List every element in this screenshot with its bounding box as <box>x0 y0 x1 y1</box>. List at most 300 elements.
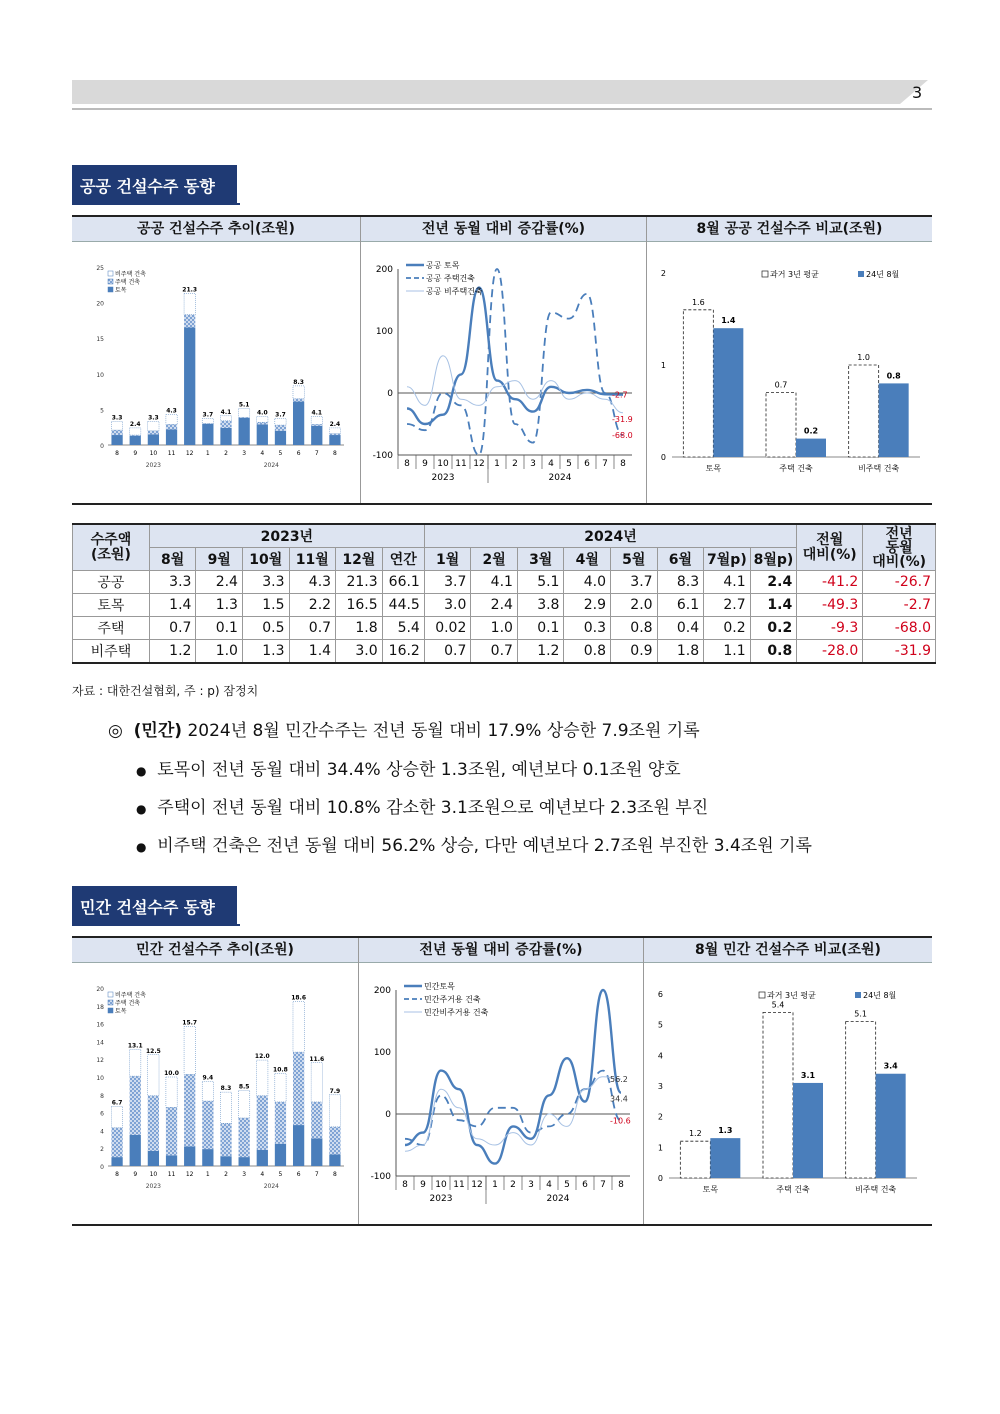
table-cell: 1.0 <box>471 617 518 640</box>
panel-divider <box>646 217 647 503</box>
bar-segment <box>148 434 159 445</box>
table-cell: 0.5 <box>242 617 289 640</box>
table-cell: 4.1 <box>471 571 518 594</box>
table-cell: 3.3 <box>242 571 289 594</box>
y-tick-label: 15 <box>96 336 104 344</box>
year-label: 2024 <box>263 462 280 469</box>
y-tick-label: 6 <box>100 1110 104 1118</box>
table-cell: 0.8 <box>750 640 797 664</box>
x-tick-label: 토목 <box>705 464 722 473</box>
bar-segment <box>329 1127 340 1155</box>
header-band <box>72 80 928 104</box>
bar-value-label: 1.3 <box>718 1126 733 1136</box>
table-cell: 4.3 <box>289 571 336 594</box>
bar-segment <box>166 414 177 424</box>
bar-segment <box>311 426 322 445</box>
bar-segment <box>202 424 213 445</box>
bar-segment <box>184 1026 195 1074</box>
table-cell: 0.7 <box>471 640 518 664</box>
legend-swatch <box>759 992 765 998</box>
bar-segment <box>111 1106 122 1127</box>
bar-segment <box>257 1060 268 1096</box>
bar <box>683 310 713 457</box>
y-tick-label: 2 <box>660 269 666 278</box>
x-tick-label: 비주택 건축 <box>855 1185 897 1194</box>
legend-label: 비주택 건축 <box>115 992 146 999</box>
panel-title: 8월 민간 건설수주 비교(조원) <box>644 938 932 963</box>
bar-total-label: 3.3 <box>148 414 159 422</box>
table-cell: 2.4 <box>471 594 518 617</box>
x-tick-label: 2 <box>224 1171 228 1178</box>
x-tick-label: 7 <box>314 450 319 457</box>
change-cell: -9.3 <box>797 617 863 640</box>
bar-value-label: 1.0 <box>857 353 871 362</box>
bar-total-label: 10.8 <box>273 1066 288 1074</box>
x-tick-label: 5 <box>278 450 283 457</box>
y-tick-label: 20 <box>96 986 104 993</box>
y-tick-label: 3 <box>657 1082 663 1091</box>
source-note: 자료 : 대한건설협회, 주 : p) 잠정치 <box>72 684 259 698</box>
public-chart-panel <box>72 215 932 505</box>
y-tick-label: 100 <box>375 327 393 337</box>
bar-value-label: 3.1 <box>800 1070 816 1080</box>
y-tick-label: -100 <box>370 1172 391 1182</box>
bar-segment <box>148 422 159 431</box>
bar-segment <box>329 435 340 445</box>
x-tick-label: 3 <box>528 1180 534 1190</box>
table-cell: 2.0 <box>611 594 658 617</box>
bar-segment <box>275 419 286 425</box>
bar-value-label: 5.4 <box>771 1000 785 1010</box>
bar-segment <box>293 399 304 402</box>
x-tick-label: 11 <box>455 459 467 469</box>
month-header: 6월 <box>657 548 704 571</box>
bar-segment <box>257 417 268 423</box>
y-tick-label: 0 <box>100 1164 104 1171</box>
legend-label: 주택 건축 <box>115 279 141 286</box>
table-cell: 16.2 <box>382 640 424 664</box>
bar-total-label: 4.1 <box>311 409 323 417</box>
page-number: 3 <box>912 83 923 102</box>
month-header: 1월 <box>424 548 471 571</box>
section-title-private: 민간 건설수주 동향 <box>72 886 242 924</box>
y-tick-label: 2 <box>100 1146 104 1154</box>
bar-segment <box>220 428 231 445</box>
x-tick-label: 10 <box>149 450 158 457</box>
bar-segment <box>275 431 286 445</box>
series-line <box>407 356 623 413</box>
bar-segment <box>293 386 304 399</box>
bar-segment <box>130 428 141 435</box>
legend-label: 토목 <box>115 287 127 294</box>
x-tick-label: 비주택 건축 <box>858 464 900 473</box>
legend-label: 민간비주거용 건축 <box>424 1008 489 1017</box>
x-tick-label: 12 <box>473 459 485 469</box>
x-tick-label: 5 <box>566 459 572 469</box>
bar-segment <box>275 1144 286 1166</box>
legend-label: 민간주거용 건축 <box>424 995 481 1004</box>
bar-segment <box>257 424 268 445</box>
y-tick-label: 18 <box>96 1003 104 1011</box>
legend-swatch <box>108 279 113 284</box>
table-cell: 1.3 <box>242 640 289 664</box>
table-cell: 1.8 <box>657 640 704 664</box>
bar-segment <box>130 1135 141 1166</box>
table-cell: 5.1 <box>517 571 564 594</box>
x-tick-label: 1 <box>492 1180 498 1190</box>
legend-label: 토목 <box>115 1008 127 1015</box>
x-tick-label: 11 <box>167 1171 176 1178</box>
bar-segment <box>184 1074 195 1146</box>
y-tick-label: 1 <box>660 361 666 370</box>
year-label: 2023 <box>145 462 162 469</box>
bar-segment <box>220 421 231 428</box>
table-cell: 0.02 <box>424 617 471 640</box>
bar-segment <box>111 435 122 445</box>
month-header: 8월 <box>149 548 196 571</box>
bar-segment <box>148 1151 159 1166</box>
y-tick-label: 8 <box>100 1092 104 1100</box>
panel-divider <box>643 938 644 1224</box>
month-header: 8월p) <box>750 548 797 571</box>
bar-segment <box>166 1077 177 1107</box>
x-tick-label: 1 <box>205 1171 210 1178</box>
x-tick-label: 8 <box>333 450 337 457</box>
legend-label: 과거 3년 평균 <box>770 270 819 279</box>
panel-title: 공공 건설수주 추이(조원) <box>72 217 360 242</box>
table-cell: 2.9 <box>564 594 611 617</box>
public-table <box>72 523 936 664</box>
bar-value-label: 1.2 <box>688 1129 702 1139</box>
bar-total-label: 8.3 <box>220 1085 232 1093</box>
x-tick-label: 9 <box>133 1171 138 1178</box>
table-cell: 3.0 <box>424 594 471 617</box>
bar-segment <box>257 1096 268 1150</box>
table-cell: 0.4 <box>657 617 704 640</box>
bar-segment <box>184 315 195 328</box>
table-cell: 16.5 <box>336 594 383 617</box>
legend-swatch <box>108 1008 113 1013</box>
legend-label: 공공 토목 <box>426 261 460 270</box>
year-header: 2024년 <box>424 524 796 548</box>
bar-value-label: 5.1 <box>854 1009 868 1019</box>
table-cell: 1.2 <box>517 640 564 664</box>
x-tick-label: 2 <box>224 450 228 457</box>
bar-segment <box>148 1096 159 1151</box>
bar-segment <box>220 1156 231 1166</box>
x-tick-label: 8 <box>402 1180 408 1190</box>
table-cell: 1.2 <box>149 640 196 664</box>
y-tick-label: 200 <box>375 265 393 275</box>
x-tick-label: 3 <box>242 1171 247 1178</box>
y-tick-label: 12 <box>96 1057 104 1065</box>
private-aug-chart <box>647 978 929 1213</box>
bar-value-label: 1.6 <box>691 297 705 307</box>
bar-segment <box>184 293 195 314</box>
y-tick-label: 5 <box>657 1020 663 1030</box>
private-chart-panel <box>72 936 932 1226</box>
bar-total-label: 4.0 <box>256 409 268 417</box>
table-cell: 1.4 <box>289 640 336 664</box>
private-yoy-chart <box>362 978 640 1213</box>
y-tick-label: 10 <box>96 1075 104 1082</box>
end-value-label: -2.7 <box>612 390 628 400</box>
row-label: 주택 <box>73 617 150 640</box>
legend-label: 공공 비주택건축 <box>426 287 483 296</box>
bar-segment <box>257 1150 268 1166</box>
bar-segment <box>239 409 250 418</box>
table-cell: 1.8 <box>336 617 383 640</box>
bar-segment <box>148 1055 159 1096</box>
table-cell: 44.5 <box>382 594 424 617</box>
change-cell: -41.2 <box>797 571 863 594</box>
bar-segment <box>111 1128 122 1157</box>
yoy-header: 전년 동월 대비(%) <box>863 524 936 571</box>
bar-value-label: 0.7 <box>774 380 788 390</box>
table-cell: 0.1 <box>517 617 564 640</box>
x-tick-label: 6 <box>296 1171 301 1178</box>
end-value-label: -68.0 <box>612 431 633 441</box>
legend-label: 24년 8월 <box>866 270 900 279</box>
bar-segment <box>166 1107 177 1155</box>
x-tick-label: 10 <box>435 1180 447 1190</box>
bar-segment <box>293 402 304 445</box>
bar-segment <box>257 422 268 424</box>
mom-header: 전월 대비(%) <box>797 524 863 571</box>
table-cell: 0.1 <box>196 617 243 640</box>
x-tick-label: 7 <box>314 1171 319 1178</box>
month-header: 12월 <box>336 548 383 571</box>
bar-segment <box>329 1154 340 1166</box>
month-header: 연간 <box>382 548 424 571</box>
x-tick-label: 2 <box>512 459 518 469</box>
table-cell: 1.1 <box>704 640 751 664</box>
year-label: 2023 <box>431 473 455 483</box>
panel-divider <box>360 217 361 503</box>
bar-segment <box>202 1081 213 1101</box>
row-label: 비주택 <box>73 640 150 664</box>
y-tick-label: 4 <box>100 1128 104 1136</box>
y-tick-label: 2 <box>657 1112 663 1122</box>
bar <box>793 1083 823 1178</box>
y-tick-label: 0 <box>387 389 393 399</box>
table-cell: 3.7 <box>424 571 471 594</box>
table-cell: 0.7 <box>149 617 196 640</box>
end-value-label: 56.2 <box>610 1075 628 1085</box>
table-cell: 66.1 <box>382 571 424 594</box>
x-tick-label: 토목 <box>702 1185 719 1194</box>
bar-value-label: 0.8 <box>886 371 901 381</box>
year-label: 2024 <box>548 473 572 483</box>
bar-segment <box>111 422 122 431</box>
table-row <box>73 571 936 594</box>
table-cell: 2.7 <box>704 594 751 617</box>
month-header: 11월 <box>289 548 336 571</box>
y-tick-label: 0 <box>657 1174 663 1183</box>
bar <box>680 1141 710 1178</box>
x-tick-label: 4 <box>260 450 265 457</box>
change-cell: -26.7 <box>863 571 936 594</box>
month-header: 9월 <box>196 548 243 571</box>
y-tick-label: 1 <box>657 1143 663 1153</box>
table-cell: 6.1 <box>657 594 704 617</box>
bar-total-label: 11.6 <box>309 1055 325 1063</box>
month-header: 2월 <box>471 548 518 571</box>
series-line <box>407 269 623 455</box>
y-tick-label: 0 <box>100 443 104 450</box>
bar-segment <box>293 1052 304 1125</box>
bar <box>876 1074 906 1178</box>
bar-segment <box>130 1049 141 1076</box>
x-tick-label: 12 <box>185 450 194 457</box>
year-label: 2023 <box>145 1183 162 1190</box>
end-value-label: 34.4 <box>610 1094 628 1104</box>
x-tick-label: 6 <box>296 450 301 457</box>
x-tick-label: 1 <box>494 459 500 469</box>
table-cell: 8.3 <box>657 571 704 594</box>
month-header: 10월 <box>242 548 289 571</box>
x-tick-label: 12 <box>471 1180 483 1190</box>
y-tick-label: 20 <box>96 300 104 308</box>
x-tick-label: 3 <box>530 459 536 469</box>
table-cell: 0.2 <box>750 617 797 640</box>
legend-label: 민간토목 <box>424 982 455 991</box>
end-value-label: -10.6 <box>610 1116 631 1126</box>
x-tick-label: 9 <box>420 1180 426 1190</box>
legend-label: 주택 건축 <box>115 1000 141 1007</box>
x-tick-label: 2 <box>510 1180 516 1190</box>
bar-total-label: 3.3 <box>111 414 123 422</box>
legend-swatch <box>108 1000 113 1005</box>
x-tick-label: 8 <box>333 1171 337 1178</box>
y-tick-label: 0 <box>660 453 666 462</box>
header-rule <box>72 108 932 110</box>
public-yoy-chart <box>364 257 644 492</box>
main-paragraph: ◎ (민간) 2024년 8월 민간수주는 전년 동월 대비 17.9% 상승한 7.9조원 기록 <box>108 721 700 741</box>
panel-title: 전년 동월 대비 증감률(%) <box>359 938 643 963</box>
year-label: 2024 <box>263 1183 280 1190</box>
legend-label: 과거 3년 평균 <box>767 991 816 1000</box>
bar-segment <box>111 1157 122 1166</box>
table-cell: 0.8 <box>564 640 611 664</box>
x-tick-label: 12 <box>185 1171 194 1178</box>
y-tick-label: -100 <box>372 451 393 461</box>
bar-segment <box>220 1123 231 1156</box>
bar-value-label: 3.4 <box>883 1061 898 1071</box>
bar-total-label: 3.7 <box>202 411 214 419</box>
x-tick-label: 6 <box>584 459 590 469</box>
bar-segment <box>311 1063 322 1102</box>
bar-segment <box>275 1073 286 1101</box>
bar-total-label: 12.0 <box>254 1053 270 1061</box>
bar-segment <box>311 1138 322 1166</box>
bar-segment <box>239 418 250 445</box>
y-tick-label: 16 <box>96 1021 104 1029</box>
legend-label: 24년 8월 <box>863 991 897 1000</box>
y-tick-label: 14 <box>96 1039 104 1047</box>
end-value-label: -31.9 <box>612 414 633 424</box>
table-cell: 2.4 <box>196 571 243 594</box>
x-tick-label: 4 <box>548 459 554 469</box>
bar-segment <box>329 428 340 434</box>
bar-segment <box>202 1149 213 1166</box>
x-tick-label: 1 <box>205 450 210 457</box>
bar-segment <box>202 1101 213 1149</box>
x-tick-label: 8 <box>620 459 626 469</box>
bar <box>796 439 826 457</box>
bar-segment <box>166 1155 177 1166</box>
bullet-item: ● 토목이 전년 동월 대비 34.4% 상승한 1.3조원, 예년보다 0.1조원 양호 <box>136 760 681 780</box>
bar-value-label: 1.4 <box>721 316 736 326</box>
table-cell: 4.0 <box>564 571 611 594</box>
section-underline <box>72 203 240 205</box>
table-cell: 1.3 <box>196 594 243 617</box>
bar-total-label: 4.1 <box>220 408 232 416</box>
x-tick-label: 10 <box>149 1171 158 1178</box>
x-tick-label: 10 <box>437 459 449 469</box>
table-cell: 0.8 <box>611 617 658 640</box>
bar-segment <box>184 1146 195 1166</box>
table-cell: 0.2 <box>704 617 751 640</box>
y-tick-label: 200 <box>373 986 391 996</box>
bar-total-label: 15.7 <box>182 1019 198 1027</box>
x-tick-label: 8 <box>115 450 119 457</box>
table-cell: 2.2 <box>289 594 336 617</box>
row-label: 공공 <box>73 571 150 594</box>
bar <box>846 1022 876 1178</box>
bar-total-label: 9.4 <box>202 1074 214 1082</box>
table-cell: 21.3 <box>336 571 383 594</box>
panel-divider <box>358 938 359 1224</box>
x-tick-label: 5 <box>278 1171 283 1178</box>
x-tick-label: 5 <box>564 1180 570 1190</box>
change-cell: -28.0 <box>797 640 863 664</box>
private-trend-chart <box>82 978 352 1213</box>
x-tick-label: 8 <box>404 459 410 469</box>
x-tick-label: 4 <box>546 1180 552 1190</box>
bar-total-label: 2.4 <box>129 420 141 428</box>
legend-swatch <box>762 271 768 277</box>
bar-total-label: 12.5 <box>145 1047 161 1055</box>
bar-total-label: 18.6 <box>291 994 307 1002</box>
bar-segment <box>184 328 195 445</box>
table-cell: 4.1 <box>704 571 751 594</box>
legend-swatch <box>108 287 113 292</box>
legend-label: 공공 주택건축 <box>426 274 475 283</box>
bar-total-label: 7.9 <box>329 1087 341 1095</box>
y-tick-label: 4 <box>657 1051 663 1061</box>
y-tick-label: 10 <box>96 371 104 379</box>
x-tick-label: 주택 건축 <box>779 464 813 473</box>
x-tick-label: 6 <box>582 1180 588 1190</box>
table-cell: 3.0 <box>336 640 383 664</box>
bar-segment <box>166 429 177 445</box>
bar-segment <box>220 416 231 421</box>
table-cell: 3.3 <box>149 571 196 594</box>
bar-total-label: 5.1 <box>238 401 250 409</box>
bar-segment <box>239 1157 250 1166</box>
bar-total-label: 8.5 <box>238 1083 250 1091</box>
panel-title: 전년 동월 대비 증감률(%) <box>361 217 646 242</box>
month-header: 4월 <box>564 548 611 571</box>
bar-total-label: 4.3 <box>166 407 177 415</box>
table-cell: 5.4 <box>382 617 424 640</box>
x-tick-label: 9 <box>133 450 138 457</box>
bar <box>713 328 743 457</box>
table-cell: 0.7 <box>289 617 336 640</box>
panel-title: 민간 건설수주 추이(조원) <box>72 938 358 963</box>
bar-segment <box>329 1095 340 1127</box>
